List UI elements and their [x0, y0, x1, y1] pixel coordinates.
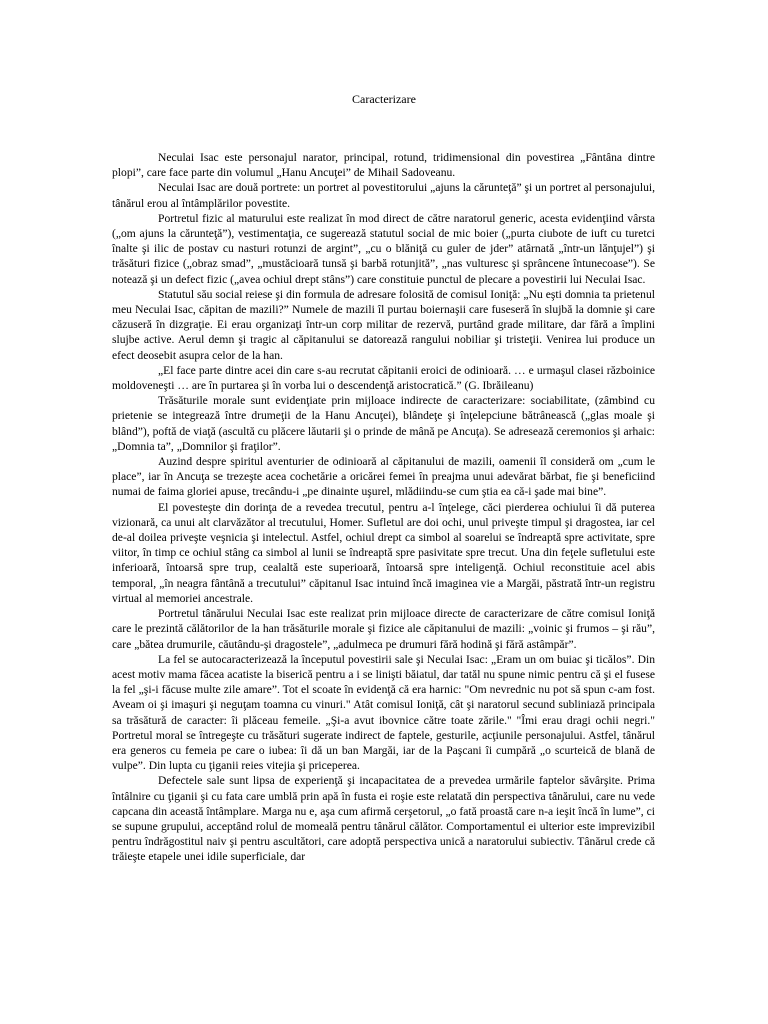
document-title: Caracterizare	[352, 92, 416, 106]
paragraph: „El face parte dintre acei din care s-au recrutat căpitanii eroici de odinioară. … e urmaşul clasei războinice moldoveneşti … are în purtarea şi în vorba lui o descendenţă aristocratică.” (G. Ibrăileanu)	[112, 363, 655, 393]
paragraph: El povesteşte din dorinţa de a revedea trecutul, pentru a-l înţelege, căci pierderea ochiului îi dă puterea vizionară, ca unui alt clarvăzător al trecutului, Homer. Sufletul are doi ochi, unul priveşte timpul şi dragostea, iar cel de-al doilea priveşte veşnicia şi intelectul. Astfel, ochiul drept ca simbol al soarelui se îndreaptă spre activitate, spre viitor, în timp ce ochiul stâng ca simbol al lunii se îndreaptă spre pasivitate spre trecut. Una din feţele sufletului este inferioară, întoarsă spre trup, cealaltă este superioară, întoarsă spre inteligenţă. Ochiul reconstituie acel abis temporal, „în neagra fântână a trecutului” căpitanul Isac intuind încă imaginea vie a Margăi, păstrată într-un registru virtual al memoriei ancestrale.	[112, 500, 655, 605]
paragraph: Neculai Isac este personajul narator, principal, rotund, tridimensional din povestirea „Fântâna dintre plopi”, care face parte din volumul „Hanu Ancuţei” de Mihail Sadoveanu.	[112, 151, 655, 180]
paragraph: Defectele sale sunt lipsa de experienţă şi incapacitatea de a prevedea urmările faptelor săvârşite. Prima întâlnire cu ţiganii şi cu fata care umblă prin apă în fusta ei roşie este relatată din perspectiva tânărului, care nu vede capcana din această întâmplare. Marga nu e, aşa cum afirmă cerşetorul, „o fată proastă care n-a ieşit încă în lume”, ci se supune grupului, acceptând rolul de momeală pentru tânărul călător. Comportamentul ei ulterior este imprevizibil pentru îndrăgostitul naiv şi pentru ascultători, care adoptă perspectiva unică a naratorului subiectiv. Tânărul crede că trăieşte etapele unei idile superficiale, dar	[112, 774, 655, 864]
paragraph: Portretul tânărului Neculai Isac este realizat prin mijloace directe de caracterizare de către comisul Ioniţă care le prezintă călătorilor de la han trăsăturile morale şi fizice ale căpitanului de mazili: „voinic şi frumos – şi rău”, care „bătea drumurile, căutându-şi dragostele”, „adulmeca pe drumuri fără hodină şi fără astâmpăr”.	[112, 607, 655, 651]
document-body	[112, 150, 655, 865]
paragraph: Trăsăturile morale sunt evidenţiate prin mijloace indirecte de caracterizare: sociabilitate, (zâmbind cu prietenie se integrează între drumeţii de la Hanu Ancuţei), blândeţe şi înţelepciune bătrânească („glas moale şi blând”), poftă de viaţă (ascultă cu plăcere lăutarii şi o prinde de mână pe Ancuţa). Se adresează ceremonios şi arhaic: „Domnia ta”, „Domnilor şi fraţilor”.	[112, 394, 655, 453]
paragraph: Portretul fizic al maturului este realizat în mod direct de către naratorul generic, acesta evidenţiind vârsta („om ajuns la cărunteţă”), vestimentaţia, ce sugerează statutul social de mic boier („purta ciubote de iuft cu turetci înalte şi ilic de postav cu nasturi rotunzi de argint”, „cu o blăniţă cu guler de jder” atârnată „într-un lănţujel”) şi trăsături fizice („obraz smad”, „mustăcioară tunsă şi barbă rotunjită”, „nas vulturesc şi sprâncene întunecoase”). Se notează şi un defect fizic („avea ochiul drept stâns”) care constituie punctul de plecare a povestirii lui Neculai Isac.	[112, 211, 655, 286]
paragraph: Neculai Isac are două portrete: un portret al povestitorului „ajuns la cărunteţă” şi un portret al personajului, tânărul erou al întâmplărilor povestite.	[112, 181, 655, 210]
paragraph: Auzind despre spiritul aventurier de odinioară al căpitanului de mazili, oamenii îl consideră om „cum le place”, iar în Ancuţa se trezeşte acea cochetărie a oricărei femei în preajma unui adevărat bărbat, fie şi beneficiind numai de faima gloriei apuse, trecându-i „pe dinainte uşurel, mlădiindu-se cum ştia ea că-i şade mai bine”.	[112, 455, 655, 499]
paragraph: Statutul său social reiese şi din formula de adresare folosită de comisul Ioniţă: „Nu eşti domnia ta prietenul meu Neculai Isac, căpitan de mazili?” Numele de mazili îl purtau boiernaşii care fuseseră în slujbă la domnie şi care căzuseră în dizgraţie. Ei erau organizaţi într-un corp militar de rezervă, purtând grade militare, dar fără a împlini slujbe active. Aerul demn şi tragic al căpitanului se datorează rangului nobiliar şi tristeţii. Venirea lui produce un efect deosebit asupra celor de la han.	[112, 287, 655, 362]
paragraph: La fel se autocaracterizează la începutul povestirii sale şi Neculai Isac: „Eram un om buiac şi ticălos”. Din acest motiv mama făcea acatiste la biserică pentru a i se linişti băiatul, dar tatăl nu spune nimic pentru că şi el fusese la fel „şi-i făcuse multe zile amare”. Tot el scoate în evidenţă că era harnic: "Om nevrednic nu pot să spun c-am fost. Aveam oi şi imaşuri şi neguţam toamna cu vinuri." Atât comisul Ioniţă, cât şi naratorul secund subliniază principala sa trăsătură de caracter: îi plăceau femeile. „Şi-a avut ibovnice către toate zările." "Îmi erau dragi ochii negri." Portretul moral se întregeşte cu trăsături sugerate indirect de faptele, gesturile, acţiunile personajului. Astfel, tânărul era generos cu femeia pe care o iubea: îi dă un ban Margăi, iar de la Paşcani îi cumpără „o scurteică de blană de vulpe”. Din lupta cu ţiganii reies vitejia şi priceperea.	[112, 652, 655, 773]
